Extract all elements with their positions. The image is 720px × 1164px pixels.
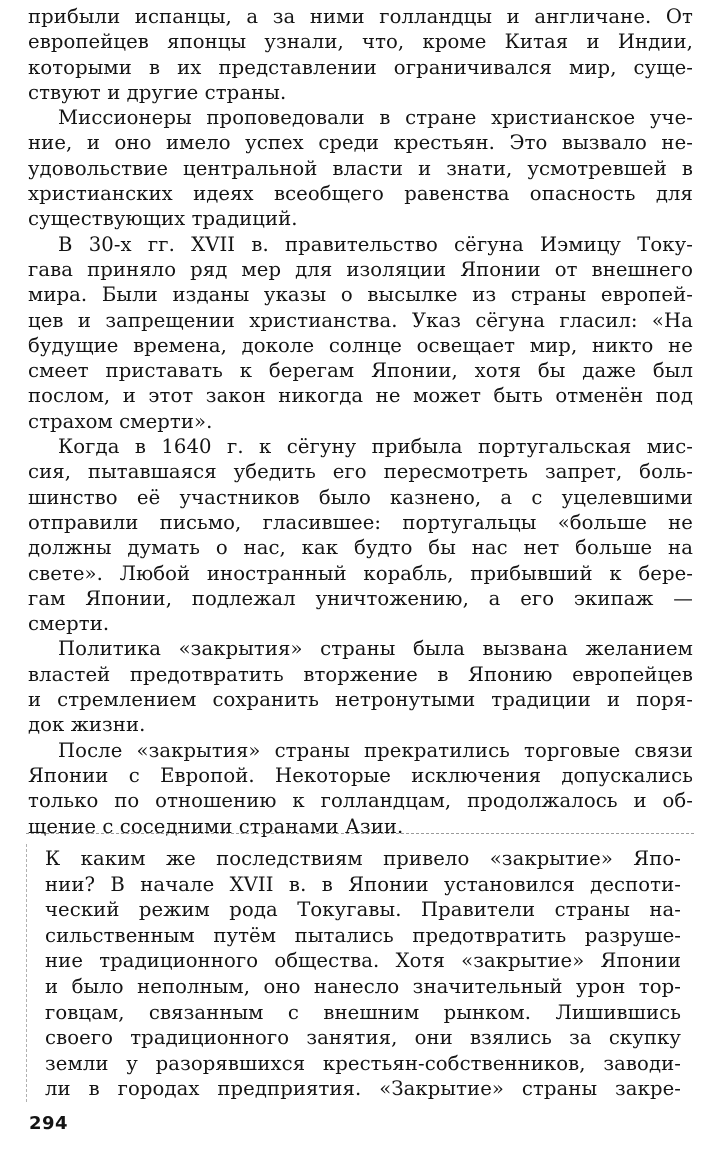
text-line: смеет приставать к берегам Японии, хотя бы даже был bbox=[28, 359, 693, 383]
text-line: док жизни. bbox=[28, 713, 146, 737]
text-line: удовольствие центральной власти и знати, усмотревшей в bbox=[28, 156, 693, 180]
text-line: Миссионеры проповедовали в стране христианское уче- bbox=[58, 106, 693, 130]
text-line: и стремлением сохранить нетронутыми традиции и поря- bbox=[28, 688, 693, 712]
text-line: европейцев японцы узнали, что, кроме Китая и Индии, bbox=[28, 30, 693, 54]
text-line: ствуют и другие страны. bbox=[28, 80, 287, 104]
box-text-line: своего традиционного занятия, они взялись за скупку bbox=[45, 1026, 681, 1050]
text-line: будущие времена, доколе солнце освещает мир, никто не bbox=[28, 333, 693, 357]
question-box-text bbox=[45, 846, 681, 1102]
box-text-line: говцам, связанным с внешним рынком. Лишившись bbox=[45, 1000, 681, 1024]
text-line: гава приняло ряд мер для изоляции Японии от внешнего bbox=[28, 257, 693, 281]
text-line: властей предотвратить вторжение в Японию европейцев bbox=[28, 662, 693, 686]
text-line: которыми в их представлении ограничивался мир, суще- bbox=[28, 55, 693, 79]
box-text-line: сильственным путём пытались предотвратить разруше- bbox=[45, 923, 681, 947]
text-line: должны думать о нас, как будто бы нас нет больше на bbox=[28, 536, 693, 560]
question-box bbox=[26, 833, 694, 1112]
text-line: цев и запрещении христианства. Указ сёгуна гласил: «На bbox=[28, 308, 693, 332]
text-line: страхом смерти». bbox=[28, 409, 213, 433]
text-line: В 30-х гг. XVII в. правительство сёгуна Иэмицу Току- bbox=[58, 232, 693, 256]
page-number: 294 bbox=[29, 1113, 69, 1134]
box-text-line: нии? В начале XVII в. в Японии установился деспоти- bbox=[45, 872, 681, 896]
text-line: послом, и этот закон никогда не может быть отменён под bbox=[28, 384, 693, 408]
text-line: свете». Любой иностранный корабль, прибывший к бере- bbox=[28, 561, 693, 585]
box-text-line: ческий режим рода Токугавы. Правители страны на- bbox=[45, 898, 681, 922]
text-line: Политика «закрытия» страны была вызвана желанием bbox=[58, 637, 693, 661]
text-line: шинство её участников было казнено, а с уцелевшими bbox=[28, 485, 693, 509]
text-line: отправили письмо, гласившее: португальцы «больше не bbox=[28, 510, 693, 534]
main-text-block bbox=[28, 4, 693, 839]
text-line: сия, пытавшаяся убедить его пересмотреть запрет, боль- bbox=[28, 460, 693, 484]
box-text-line: и было неполным, оно нанесло значительный урон тор- bbox=[45, 974, 681, 998]
text-line: Когда в 1640 г. к сёгуну прибыла португальская мис- bbox=[58, 435, 693, 459]
text-line: прибыли испанцы, а за ними голландцы и англичане. От bbox=[28, 5, 693, 28]
text-line: Японии с Европой. Некоторые исключения допускались bbox=[28, 763, 693, 787]
box-text-line: К каким же последствиям привело «закрытие» Япо- bbox=[45, 847, 681, 870]
text-line: смерти. bbox=[28, 612, 110, 636]
box-text-line: земли у разорявшихся крестьян-собственников, заводи- bbox=[45, 1051, 681, 1075]
text-line: только по отношению к голландцам, продолжалось и об- bbox=[28, 789, 693, 813]
box-left-dashed-rule bbox=[26, 844, 27, 1102]
text-line: существующих традиций. bbox=[28, 207, 298, 231]
box-text-line: ли в городах предприятия. «Закрытие» страны закре- bbox=[45, 1077, 681, 1101]
text-line: гам Японии, подлежал уничтожению, а его экипаж — bbox=[28, 586, 693, 610]
text-line: христианских идеях всеобщего равенства опасность для bbox=[28, 182, 693, 206]
text-line: щение с соседними странами Азии. bbox=[28, 814, 404, 838]
text-line: мира. Были изданы указы о высылке из страны европей- bbox=[28, 283, 693, 307]
box-text-line: ние традиционного общества. Хотя «закрытие» Японии bbox=[45, 949, 681, 973]
text-line: ние, и оно имело успех среди крестьян. Это вызвало не- bbox=[28, 131, 693, 155]
text-line: После «закрытия» страны прекратились торговые связи bbox=[58, 738, 693, 762]
